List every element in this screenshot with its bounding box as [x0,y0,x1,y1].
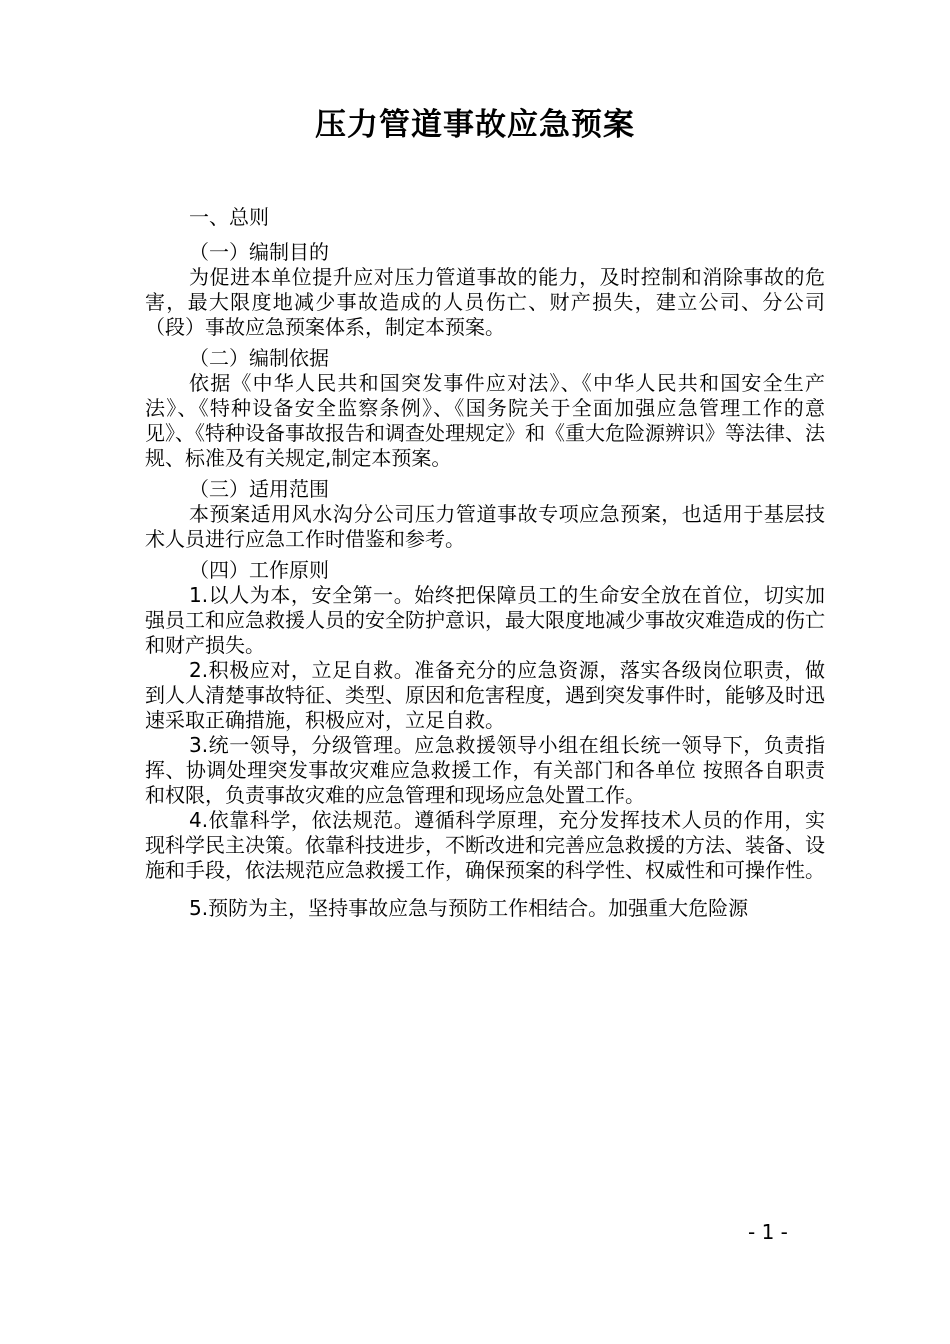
subsection-heading-principles: （四）工作原则 [189,558,329,582]
principle-item-4: 4.依靠科学，依法规范。遵循科学原理，充分发挥技术人员的作用，实现科学民主决策。依靠科技进步，不断改进和完善应急救援的方法、装备、设施和手段，依法规范应急救援工作，确保预案的科学性、权威性和可操作性。 [145,808,825,882]
page-number: - 1 - [748,1220,788,1244]
document-title: 压力管道事故应急预案 [315,107,635,143]
principle-item-5: 5.预防为主，坚持事故应急与预防工作相结合。加强重大危险源 [189,896,749,920]
subsection-heading-basis: （二）编制依据 [189,346,329,370]
principle-item-2: 2.积极应对，立足自救。准备充分的应急资源，落实各级岗位职责，做到人人清楚事故特征、类型、原因和危害程度，遇到突发事件时，能够及时迅速采取正确措施，积极应对，立足自救。 [145,658,825,732]
section-heading-general: 一、总则 [189,205,269,229]
principle-item-3: 3.统一领导，分级管理。应急救援领导小组在组长统一领导下，负责指挥、协调处理突发事故灾难应急救援工作，有关部门和各单位 按照各自职责和权限，负责事故灾难的应急管理和现场应急处置工作。 [145,733,825,807]
document-body [145,202,825,921]
paragraph-scope: 本预案适用风水沟分公司压力管道事故专项应急预案，也适用于基层技术人员进行应急工作时借鉴和参考。 [145,502,825,551]
paragraph-basis: 依据《中华人民共和国突发事件应对法》、《中华人民共和国安全生产法》、《特种设备安全监察条例》、《国务院关于全面加强应急管理工作的意见》、《特种设备事故报告和调查处理规定》和《重大危险源辨识》等法律、法规、标准及有关规定,制定本预案。 [145,371,825,470]
paragraph-purpose: 为促进本单位提升应对压力管道事故的能力，及时控制和消除事故的危害，最大限度地减少事故造成的人员伤亡、财产损失，建立公司、分公司（段）事故应急预案体系，制定本预案。 [145,265,825,339]
principle-item-1: 1.以人为本，安全第一。始终把保障员工的生命安全放在首位，切实加强员工和应急救援人员的安全防护意识，最大限度地减少事故灾难造成的伤亡和财产损失。 [145,583,825,657]
subsection-heading-purpose: （一）编制目的 [189,240,329,264]
subsection-heading-scope: （三）适用范围 [189,477,329,501]
